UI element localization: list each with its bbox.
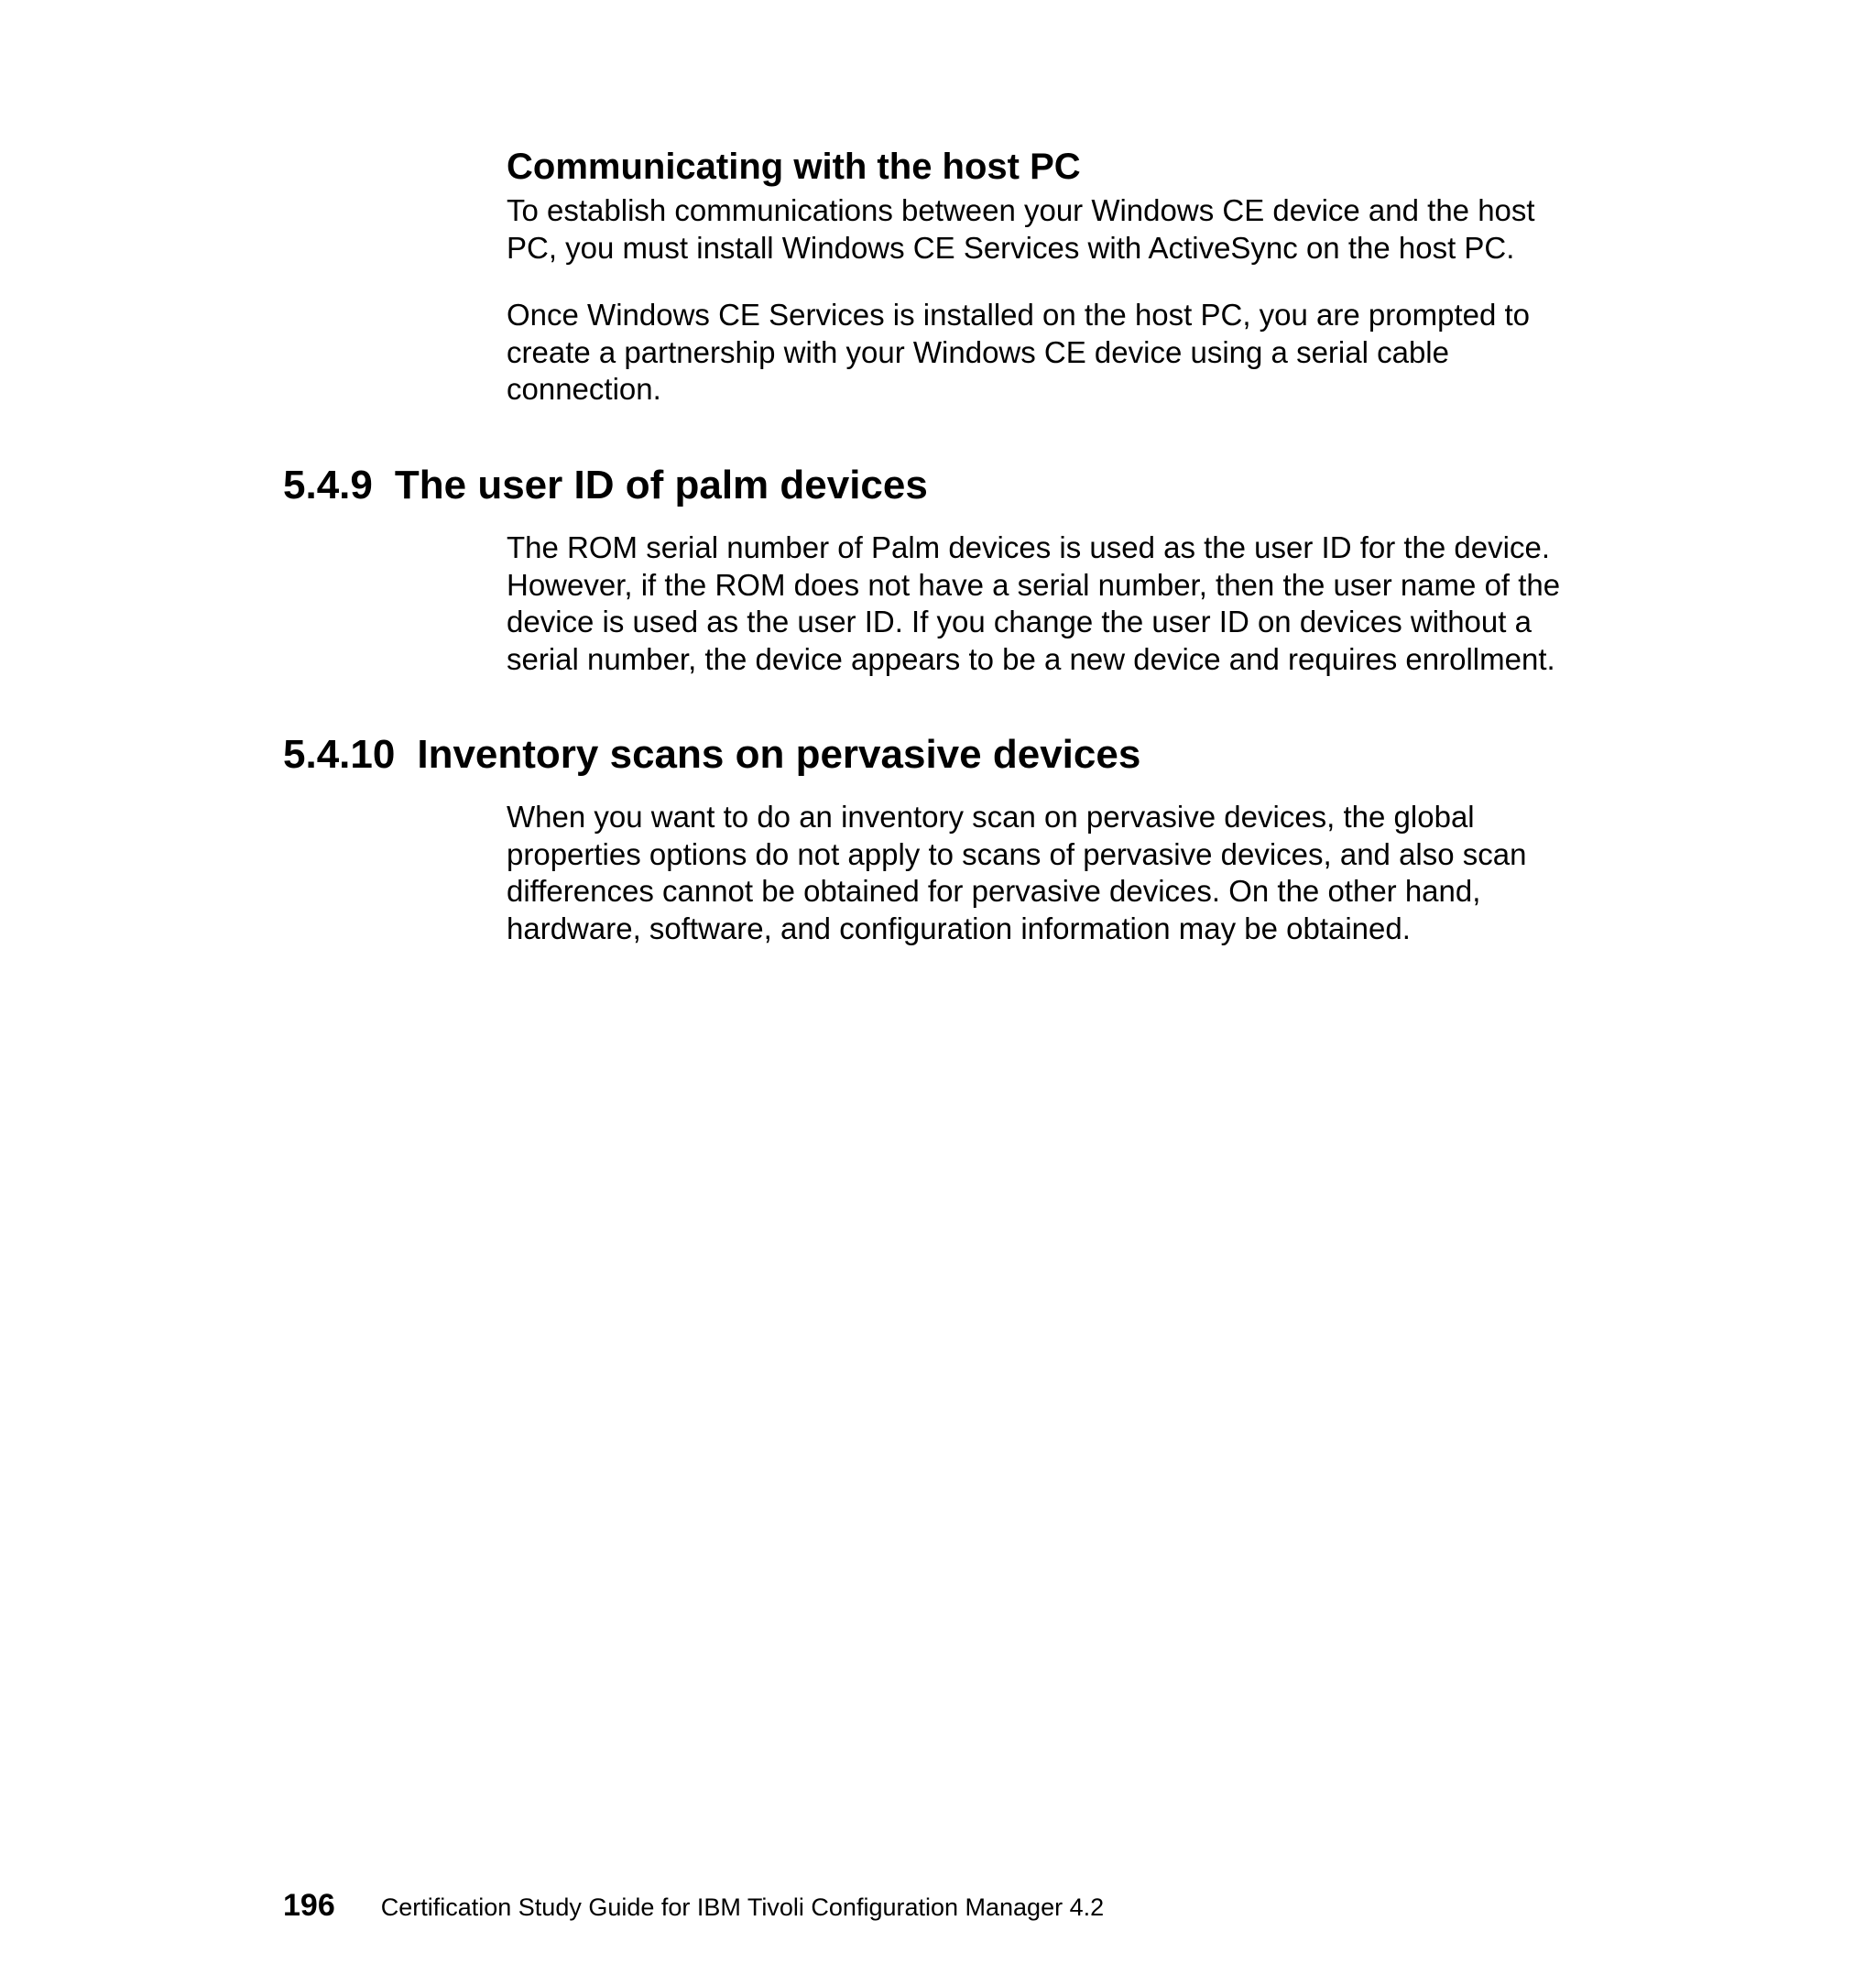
paragraph-inventory-scans: When you want to do an inventory scan on pervasive devices, the global properties options do not apply to scans of pervasive devices, and also scan differences cannot be obtained for pervasive devices. On the other hand, hardware, software, and configuration information may be obtained. [507,800,1527,945]
page-footer [283,1887,1104,1930]
section-number: 5.4.9 [283,463,373,507]
paragraph-host-pc-partnership: Once Windows CE Services is installed on the host PC, you are prompted to create a partnership with your Windows CE device using a serial cable connection. [507,298,1531,406]
section-heading-5-4-9 [283,462,928,509]
section-title: Inventory scans on pervasive devices [417,732,1141,777]
section-title: The user ID of palm devices [394,463,928,507]
book-title: Certification Study Guide for IBM Tivoli Configuration Manager 4.2 [380,1893,1105,1921]
subsection-heading: Communicating with the host PC [507,147,1081,187]
section-heading-5-4-10 [283,731,1140,779]
paragraph-palm-user-id: The ROM serial number of Palm devices is used as the user ID for the device. However, if the ROM does not have a serial number, then the user name of the device is used as the user ID. If you change the user ID on devices without a serial number, the device appears to be a new device and requires enrollment. [507,530,1561,676]
paragraph-host-pc-install: To establish communications between your Windows CE device and the host PC, you must install Windows CE Services with ActiveSync on the host PC. [507,193,1535,265]
section-number: 5.4.10 [283,732,396,777]
page-number: 196 [283,1888,335,1923]
